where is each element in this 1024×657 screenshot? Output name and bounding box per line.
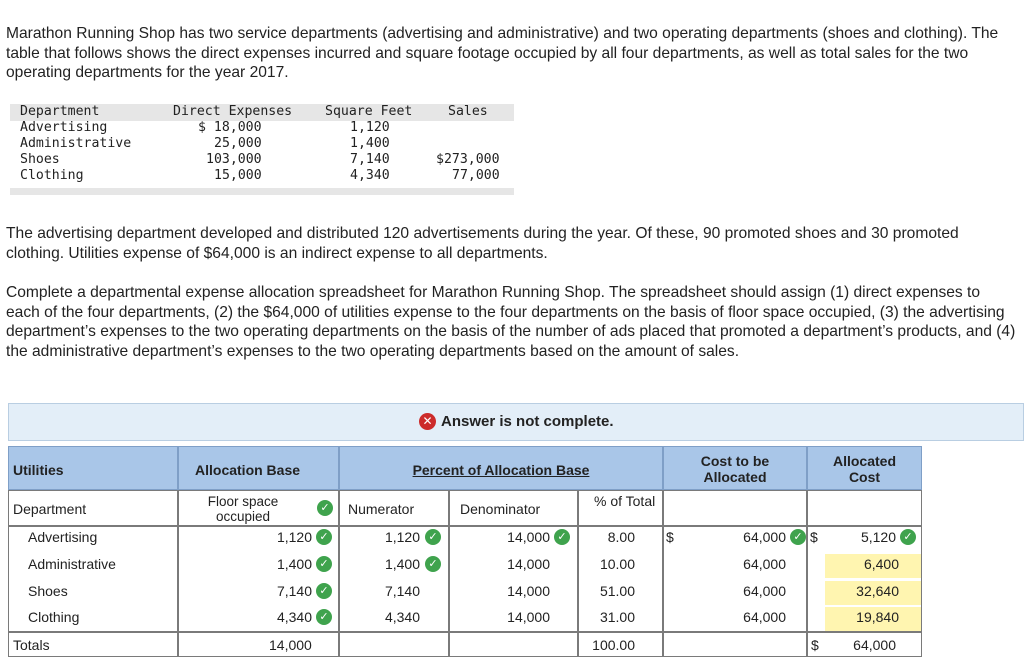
banner-message: Answer is not complete. <box>441 413 614 430</box>
row-sqft: 7,140 <box>350 152 390 167</box>
row-dept-shoes: Shoes <box>28 583 68 599</box>
error-x-icon: ✕ <box>419 413 436 430</box>
sub-base-label: Floor space occupied <box>207 494 279 524</box>
row-sqft: 1,120 <box>350 120 390 135</box>
numerator-input[interactable]: 4,340 <box>384 609 420 625</box>
intro-paragraph: Marathon Running Shop has two service departments (advertising and administrative) and two operating departments (shoes and clothing). The table that follows shows the direct expenses incurred and square footage occupied by all four departments, as well as total sales for the two operating departments for the year 2017. <box>6 25 999 82</box>
check-icon: ✓ <box>316 609 332 625</box>
pct-value: 31.00 <box>599 609 635 625</box>
header-sales: Sales <box>448 104 488 119</box>
base-input[interactable]: 7,140 <box>276 583 312 599</box>
check-icon: ✓ <box>425 556 441 572</box>
source-data-table <box>10 104 514 196</box>
pct-value: 10.00 <box>599 556 635 572</box>
check-icon: ✓ <box>316 556 332 572</box>
cost-input[interactable]: 64,000 <box>743 529 786 545</box>
denominator-input[interactable]: 14,000 <box>507 529 550 545</box>
row-dept: Administrative <box>20 136 132 151</box>
row-dept: Shoes <box>20 152 60 167</box>
base-input[interactable]: 4,340 <box>276 609 312 625</box>
denominator-input[interactable]: 14,000 <box>507 609 550 625</box>
answer-status-banner <box>8 403 1024 441</box>
row-dept-clothing: Clothing <box>28 609 80 625</box>
cost-input[interactable]: 64,000 <box>743 556 786 572</box>
sub-denominator: Denominator <box>449 490 578 526</box>
check-icon: ✓ <box>790 529 806 545</box>
allocated-input[interactable]: 19,840 <box>825 607 921 631</box>
allocated-input[interactable]: 32,640 <box>825 581 921 605</box>
check-icon: ✓ <box>316 529 332 545</box>
numerator-input[interactable]: 7,140 <box>384 583 420 599</box>
totals-label: Totals <box>8 632 178 657</box>
check-icon: ✓ <box>317 500 333 516</box>
row-direct: 15,000 <box>214 168 262 183</box>
check-icon: ✓ <box>900 529 916 545</box>
row-direct: $ 18,000 <box>198 120 262 135</box>
header-department: Department <box>20 104 100 119</box>
check-icon: ✓ <box>554 529 570 545</box>
allocated-input[interactable]: 6,400 <box>825 554 921 578</box>
header-direct-expenses: Direct Expenses <box>173 104 293 119</box>
totals-cost-blank <box>663 632 807 657</box>
header-square-feet: Square Feet <box>325 104 413 119</box>
cost-input[interactable]: 64,000 <box>743 583 786 599</box>
row-dept: Advertising <box>20 120 108 135</box>
table-bottom-bar <box>10 188 514 195</box>
sub-numerator: Numerator <box>339 490 449 526</box>
row-sqft: 4,340 <box>350 168 390 183</box>
base-select-cell[interactable] <box>178 490 339 526</box>
row-sales: 77,000 <box>452 168 500 183</box>
col-allocation-base: Allocation Base <box>178 446 339 490</box>
sub-department: Department <box>8 490 178 526</box>
cost-input[interactable]: 64,000 <box>743 609 786 625</box>
pct-value: 8.00 <box>607 529 635 545</box>
denominator-input[interactable]: 14,000 <box>507 583 550 599</box>
row-sales: $273,000 <box>436 152 500 167</box>
row-sqft: 1,400 <box>350 136 390 151</box>
totals-den-blank <box>449 632 578 657</box>
instructions-paragraph: Complete a departmental expense allocation spreadsheet for Marathon Running Shop. The spreadsheet should assign (1) direct expenses to each of the four departments, (2) the $64,000 of utilities expense to the four departments on the basis of floor space occupied, (3) the advertising department’s expenses to the two operating departments on the basis of the number of ads placed that promoted a department’s products, and (4) the administrative department’s expenses to the two operating departments based on the amount of sales. <box>6 284 1016 360</box>
dollar-sign: $ <box>811 637 819 653</box>
col-cost-to-allocate: Cost to be Allocated <box>663 446 807 490</box>
numerator-input[interactable]: 1,400 <box>384 556 420 572</box>
denominator-input[interactable]: 14,000 <box>507 556 550 572</box>
advertising-paragraph: The advertising department developed and distributed 120 advertisements during the year. Of these, 90 promoted shoes and 30 promoted clothing. Utilities expense of $64,000 is an indirect expense to all departments. <box>6 225 959 262</box>
numerator-input[interactable]: 1,120 <box>384 529 420 545</box>
check-icon: ✓ <box>316 583 332 599</box>
row-dept-administrative: Administrative <box>28 556 116 572</box>
sub-cost-blank <box>663 490 807 526</box>
dollar-sign: $ <box>666 529 674 545</box>
totals-alloc-cell <box>807 632 922 657</box>
totals-pct: 100.00 <box>578 632 663 657</box>
col-percent-of-base: Percent of Allocation Base <box>339 446 663 490</box>
totals-base-cell <box>178 632 339 657</box>
sub-pct-of-total: % of Total <box>578 490 663 526</box>
row-dept-advertising: Advertising <box>28 529 98 545</box>
check-icon: ✓ <box>425 529 441 545</box>
row-dept: Clothing <box>20 168 84 183</box>
totals-num-blank <box>339 632 449 657</box>
col-allocated-cost: Allocated Cost <box>807 446 922 490</box>
base-input[interactable]: 1,400 <box>276 556 312 572</box>
row-direct: 103,000 <box>206 152 262 167</box>
sub-alloc-blank <box>807 490 922 526</box>
totals-base: 14,000 <box>269 637 312 653</box>
dollar-sign: $ <box>810 529 818 545</box>
allocated-input[interactable]: 5,120 <box>860 529 896 545</box>
base-input[interactable]: 1,120 <box>276 529 312 545</box>
pct-value: 51.00 <box>599 583 635 599</box>
sheet-title: Utilities <box>8 446 178 490</box>
allocation-spreadsheet <box>8 446 922 657</box>
totals-allocated: 64,000 <box>853 637 896 653</box>
row-direct: 25,000 <box>214 136 262 151</box>
